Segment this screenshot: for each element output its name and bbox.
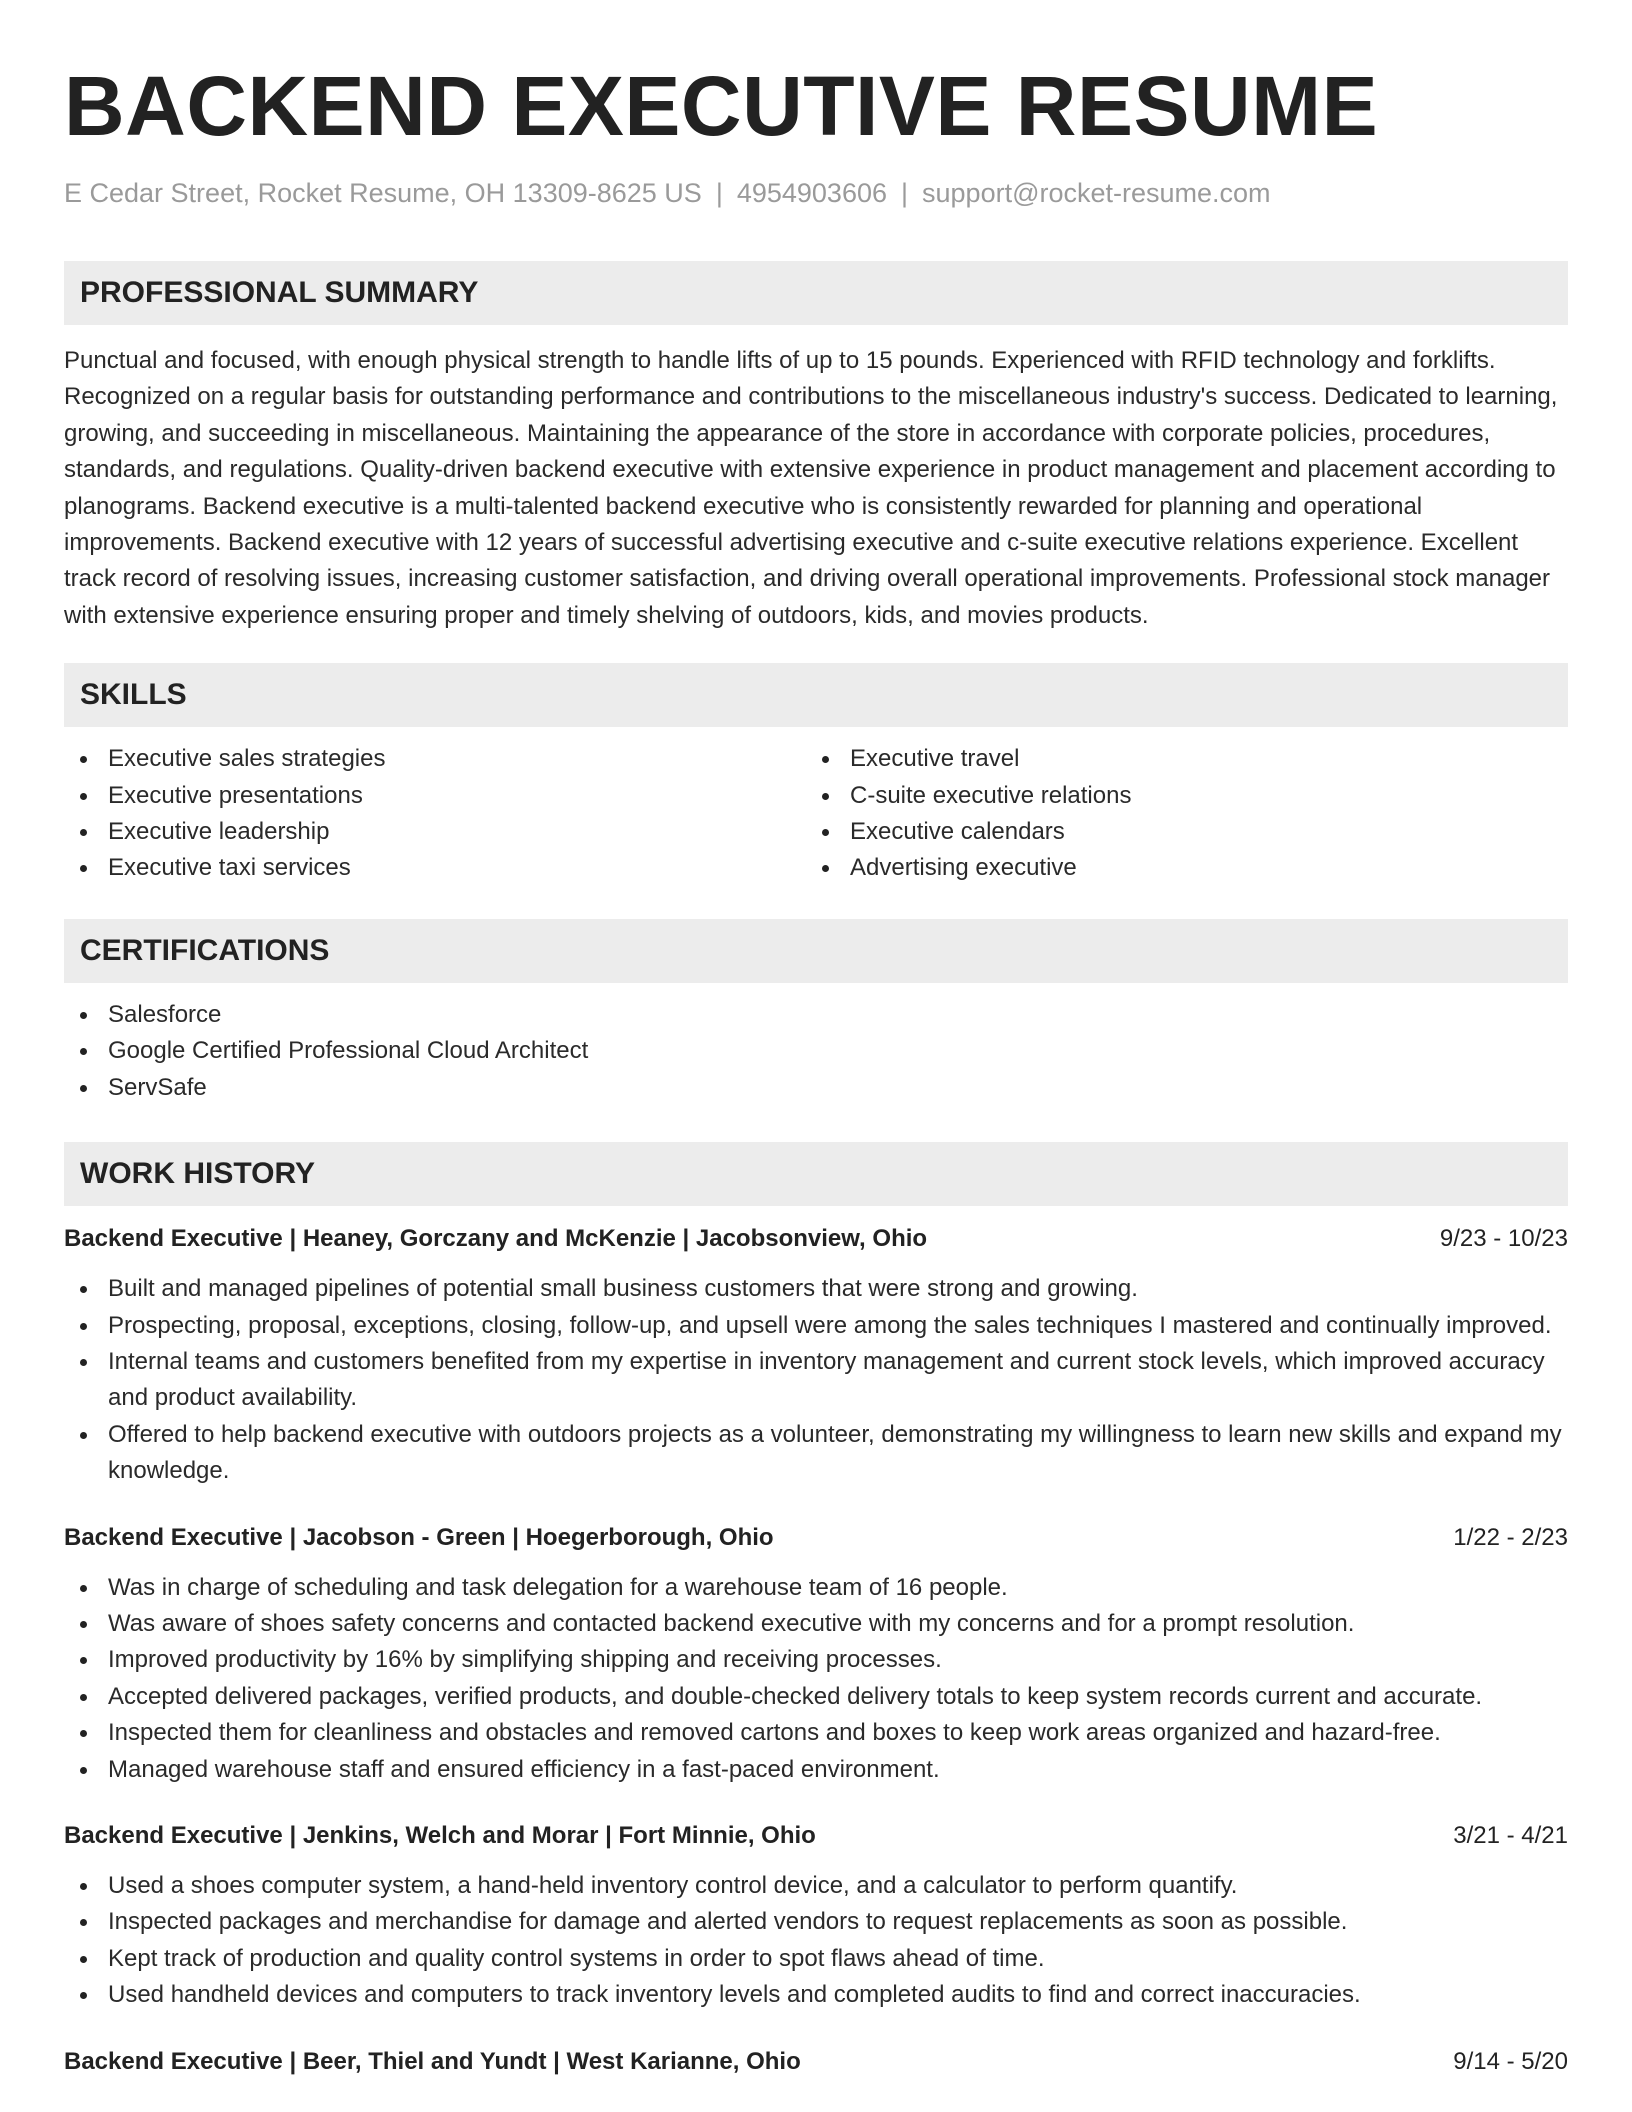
job-header — [64, 1222, 1568, 1256]
job-bullet: Used handheld devices and computers to track inventory levels and completed audits to find and correct inaccuracies. — [64, 1977, 1568, 2013]
skill-item: C-suite executive relations — [806, 778, 1548, 814]
summary-text: Punctual and focused, with enough physical strength to handle lifts of up to 15 pounds. Experienced with RFID technology and forklifts. Recognized on a regular basis for outstanding performance and contributions to the miscellaneous industry's success. Dedicated to learning, growing, and succeeding in miscellaneous. Maintaining the appearance of the store in accordance with corporate policies, procedures, standards, and regulations. Quality-driven backend executive with extensive experience in product management and placement according to planograms. Backend executive is a multi-talented backend executive who is consistently rewarded for planning and operational improvements. Backend executive with 12 years of successful advertising executive and c-suite executive relations experience. Excellent track record of resolving issues, increasing customer satisfaction, and driving overall operational improvements. Professional stock manager with extensive experience ensuring proper and timely shelving of outdoors, kids, and movies products. — [64, 347, 1558, 629]
job-bullet: Inspected them for cleanliness and obstacles and removed cartons and boxes to keep work areas organized and hazard-free. — [64, 1715, 1568, 1751]
certifications-list — [64, 997, 1568, 1106]
job-bullet: Kept track of production and quality control systems in order to spot flaws ahead of time. — [64, 1941, 1568, 1977]
skills-list-left — [64, 741, 806, 887]
resume-page — [64, 0, 1568, 2110]
job-entry — [64, 1222, 1568, 1489]
job-entry — [64, 1819, 1568, 2014]
certifications-heading: CERTIFICATIONS — [64, 919, 1568, 983]
job-dates: 9/23 - 10/23 — [1439, 1225, 1568, 1253]
job-dates: 1/22 - 2/23 — [1453, 1523, 1568, 1551]
contact-address: E Cedar Street, Rocket Resume, OH 13309-8625 US — [64, 178, 702, 208]
summary-heading: PROFESSIONAL SUMMARY — [64, 261, 1568, 325]
certification-item: ServSafe — [64, 1070, 1568, 1106]
work-history-heading: WORK HISTORY — [64, 1142, 1568, 1206]
skills-section — [64, 663, 1568, 887]
job-title: Backend Executive | Beer, Thiel and Yundt | West Karianne, Ohio — [64, 2047, 801, 2075]
work-history-section — [64, 1142, 1568, 2079]
skill-item: Executive presentations — [64, 778, 806, 814]
job-title: Backend Executive | Jenkins, Welch and Morar | Fort Minnie, Ohio — [64, 1821, 816, 1849]
skills-heading: SKILLS — [64, 663, 1568, 727]
job-entry — [64, 1521, 1568, 1788]
job-bullet: Was aware of shoes safety concerns and contacted backend executive with my concerns and for a prompt resolution. — [64, 1606, 1568, 1642]
resume-title: BACKEND EXECUTIVE RESUME — [64, 59, 1379, 153]
contact-email: support@rocket-resume.com — [922, 178, 1271, 208]
job-title: Backend Executive | Heaney, Gorczany and McKenzie | Jacobsonview, Ohio — [64, 1225, 928, 1253]
job-bullet: Was in charge of scheduling and task delegation for a warehouse team of 16 people. — [64, 1570, 1568, 1606]
job-bullet: Managed warehouse staff and ensured efficiency in a fast-paced environment. — [64, 1752, 1568, 1788]
job-bullet: Internal teams and customers benefited from my expertise in inventory management and current stock levels, which improved accuracy and product availability. — [64, 1344, 1568, 1417]
contact-phone: 4954903606 — [736, 178, 887, 208]
job-bullets — [64, 1570, 1568, 1788]
job-bullet: Prospecting, proposal, exceptions, closing, follow-up, and upsell were among the sales techniques I mastered and continually improved. — [64, 1308, 1568, 1344]
contact-line — [64, 176, 1568, 210]
job-bullet: Inspected packages and merchandise for damage and alerted vendors to request replacements as soon as possible. — [64, 1904, 1568, 1940]
skill-item: Executive travel — [806, 741, 1548, 777]
certification-item: Salesforce — [64, 997, 1568, 1033]
job-bullet: Improved productivity by 16% by simplifying shipping and receiving processes. — [64, 1642, 1568, 1678]
job-bullets — [64, 1271, 1568, 1489]
job-title: Backend Executive | Jacobson - Green | Hoegerborough, Ohio — [64, 1523, 774, 1551]
job-header — [64, 1521, 1568, 1555]
job-entry — [64, 2045, 1568, 2079]
job-bullets — [64, 1868, 1568, 2014]
certification-item: Google Certified Professional Cloud Architect — [64, 1033, 1568, 1069]
job-bullet: Accepted delivered packages, verified products, and double-checked delivery totals to keep system records current and accurate. — [64, 1679, 1568, 1715]
skill-item: Executive taxi services — [64, 850, 806, 886]
job-header — [64, 1819, 1568, 1853]
job-bullet: Offered to help backend executive with outdoors projects as a volunteer, demonstrating my willingness to learn new skills and expand my knowledge. — [64, 1417, 1568, 1490]
job-dates: 3/21 - 4/21 — [1453, 1821, 1568, 1849]
contact-separator: | — [901, 178, 909, 208]
certifications-section — [64, 919, 1568, 1106]
job-bullet: Built and managed pipelines of potential small business customers that were strong and growing. — [64, 1271, 1568, 1307]
skills-list-right — [806, 741, 1548, 887]
contact-separator: | — [715, 178, 723, 208]
skill-item: Executive sales strategies — [64, 741, 806, 777]
skill-item: Executive calendars — [806, 814, 1548, 850]
job-header — [64, 2045, 1568, 2079]
summary-section — [64, 261, 1568, 634]
skill-item: Advertising executive — [806, 850, 1548, 886]
skills-grid — [64, 741, 1568, 887]
job-bullet: Used a shoes computer system, a hand-held inventory control device, and a calculator to perform quantify. — [64, 1868, 1568, 1904]
skill-item: Executive leadership — [64, 814, 806, 850]
job-dates: 9/14 - 5/20 — [1453, 2047, 1568, 2075]
